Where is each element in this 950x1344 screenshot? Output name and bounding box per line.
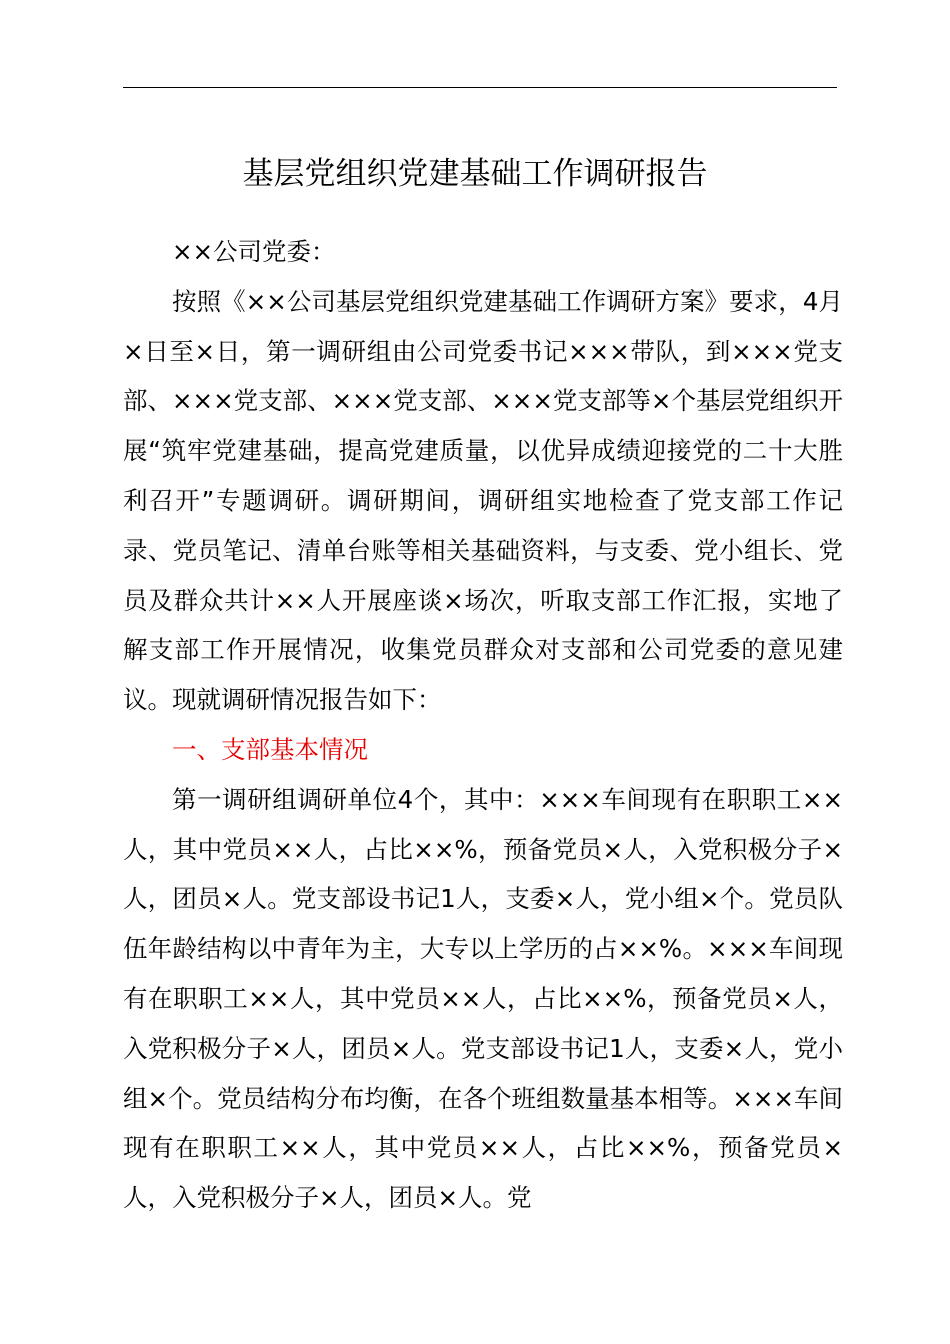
header-rule <box>123 87 837 88</box>
intro-paragraph: 按照《××公司基层党组织党建基础工作调研方案》要求，4月×日至×日，第一调研组由公司党委书记×××带队，到×××党支部、×××党支部、×××党支部、×××党支部等×个基层党组织开展“筑牢党建基础，提高党建质量，以优异成绩迎接党的二十大胜利召开”专题调研。调研期间，调研组实地检查了党支部工作记录、党员笔记、清单台账等相关基础资料，与支委、党小组长、党员及群众共计××人开展座谈×场次，听取支部工作汇报，实地了解支部工作开展情况，收集党员群众对支部和公司党委的意见建议。现就调研情况报告如下： <box>123 286 843 715</box>
section-heading-basic-info: 一、支部基本情况 <box>172 734 368 764</box>
document-body <box>123 227 843 1223</box>
section-paragraph-basic-info: 第一调研组调研单位4个，其中：×××车间现有在职职工××人，其中党员××人，占比××%，预备党员×人，入党积极分子×人，团员×人。党支部设书记1人，支委×人，党小组×个。党员队伍年龄结构以中青年为主，大专以上学历的占××%。×××车间现有在职职工××人，其中党员××人，占比××%，预备党员×人，入党积极分子×人，团员×人。党支部设书记1人，支委×人，党小组×个。党员结构分布均衡，在各个班组数量基本相等。×××车间现有在职职工××人，其中党员××人，占比××%，预备党员×人，入党积极分子×人，团员×人。党 <box>123 784 843 1213</box>
document-title: 基层党组织党建基础工作调研报告 <box>242 156 708 192</box>
salutation: ××公司党委： <box>172 237 336 266</box>
